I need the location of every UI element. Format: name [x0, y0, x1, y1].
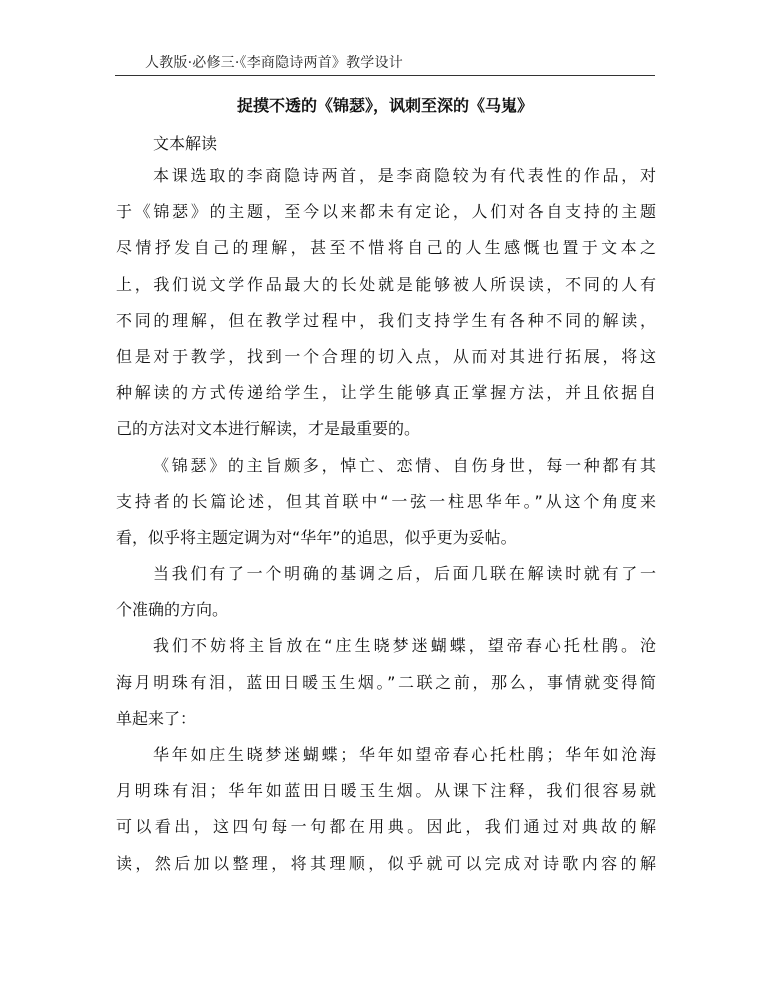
- text-line: 海月明珠有泪，蓝田日暖玉生烟。”二联之前，那么，事情就变得简: [116, 672, 656, 692]
- text-line: 尽情抒发自己的理解，甚至不惜将自己的人生感慨也置于文本之: [116, 238, 656, 258]
- text-line: 不同的理解，但在教学过程中，我们支持学生有各种不同的解读，: [116, 310, 656, 330]
- document-title: 捉摸不透的《锦瑟》，讽刺至深的《马嵬》: [236, 96, 533, 115]
- text-line: 看，似乎将主题定调为对“华年”的追思，似乎更为妥帖。: [116, 527, 517, 547]
- running-header: 人教版·必修三·《李商隐诗两首》教学设计: [145, 55, 403, 71]
- text-line: 上，我们说文学作品最大的长处就是能够被人所误读，不同的人有: [116, 274, 656, 294]
- text-line: 单起来了：: [116, 708, 197, 728]
- text-line: 可以看出，这四句每一句都在用典。因此，我们通过对典故的解: [116, 817, 656, 837]
- text-line: 个准确的方向。: [116, 600, 229, 620]
- text-line: 读，然后加以整理，将其理顺，似乎就可以完成对诗歌内容的解: [116, 853, 656, 873]
- text-line: 种解读的方式传递给学生，让学生能够真正掌握方法，并且依据自: [116, 383, 656, 403]
- text-line: 支持者的长篇论述，但其首联中“一弦一柱思华年。”从这个角度来: [116, 491, 656, 511]
- text-line: 本课选取的李商隐诗两首，是李商隐较为有代表性的作品，对: [153, 166, 656, 185]
- text-line: 但是对于教学，找到一个合理的切入点，从而对其进行拓展，将这: [116, 346, 656, 366]
- body-text: [116, 158, 656, 882]
- text-line: 当我们有了一个明确的基调之后，后面几联在解读时就有了一: [153, 564, 656, 584]
- header-divider: [115, 75, 655, 76]
- text-line: 己的方法对文本进行解读，才是最重要的。: [116, 419, 421, 439]
- section-heading: 文本解读: [153, 134, 218, 153]
- text-line: 《锦瑟》的主旨颇多，悼亡、恋情、自伤身世，每一种都有其: [153, 455, 656, 475]
- text-line: 我们不妨将主旨放在“庄生晓梦迷蝴蝶，望帝春心托杜鹃。沧: [153, 636, 656, 656]
- text-line: 于《锦瑟》的主题，至今以来都未有定论，人们对各自支持的主题: [116, 202, 656, 222]
- text-line: 华年如庄生晓梦迷蝴蝶；华年如望帝春心托杜鹃；华年如沧海: [153, 745, 656, 764]
- text-line: 月明珠有泪；华年如蓝田日暖玉生烟。从课下注释，我们很容易就: [116, 781, 656, 801]
